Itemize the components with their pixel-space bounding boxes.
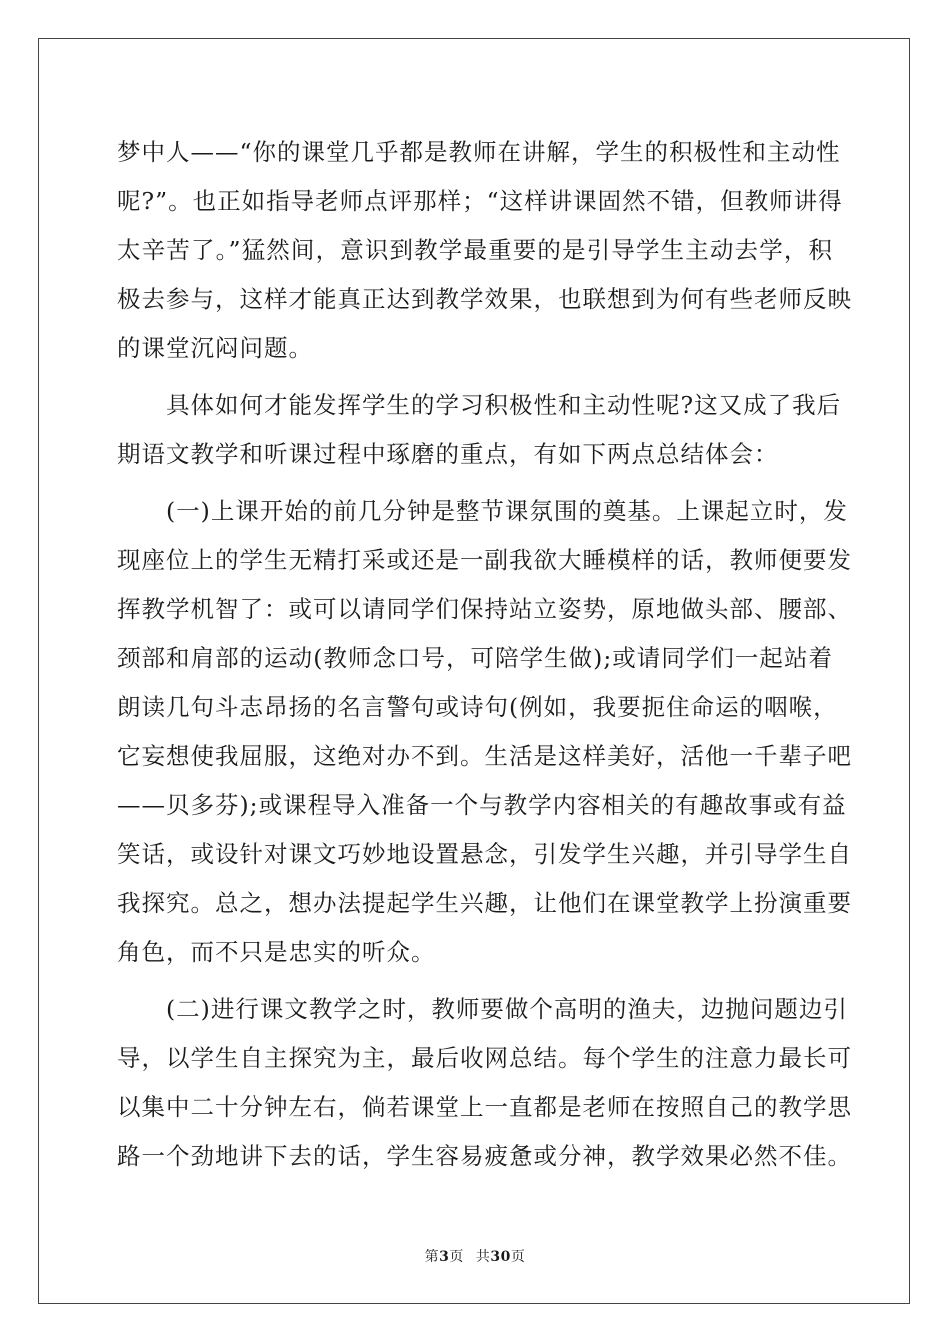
text-line: 导，以学生自主探究为主，最后收网总结。每个学生的注意力最长可	[117, 1044, 852, 1072]
text-line: 呢?”。也正如指导老师点评那样；“这样讲课固然不错，但教师讲得	[117, 187, 843, 215]
text-line: 挥教学机智了：或可以请同学们保持站立姿势，原地做头部、腰部、	[117, 595, 852, 623]
page-footer	[0, 1246, 950, 1266]
text-line: 它妄想使我屈服，这绝对办不到。生活是这样美好，活他一千辈子吧	[117, 742, 852, 770]
paragraph	[117, 487, 852, 977]
total-suffix: 页	[510, 1249, 526, 1265]
page-suffix: 页	[449, 1249, 464, 1265]
text-line: 角色，而不只是忠实的听众。	[117, 938, 436, 966]
text-line: 我探究。总之，想办法提起学生兴趣，让他们在课堂教学上扮演重要	[117, 889, 852, 917]
text-line: 路一个劲地讲下去的话，学生容易疲惫或分神，教学效果必然不佳。	[117, 1142, 852, 1170]
text-line: 梦中人——“你的课堂几乎都是教师在讲解，学生的积极性和主动性	[117, 138, 841, 166]
total-prefix: 共	[475, 1249, 491, 1265]
paragraph	[117, 381, 842, 479]
text-line: (二)进行课文教学之时，教师要做个高明的渔夫，边抛问题边引	[117, 995, 848, 1023]
text-line: 现座位上的学生无精打采或还是一副我欲大睡模样的话，教师便要发	[117, 546, 852, 574]
text-line: 笑话，或设针对课文巧妙地设置悬念，引发学生兴趣，并引导学生自	[117, 840, 852, 868]
text-line: ——贝多芬);或课程导入准备一个与教学内容相关的有趣故事或有益	[117, 791, 847, 819]
page-prefix: 第	[424, 1249, 440, 1265]
paragraph	[117, 985, 852, 1181]
text-line: 具体如何才能发挥学生的学习积极性和主动性呢?这又成了我后	[117, 391, 842, 419]
text-line: 颈部和肩部的运动(教师念口号，可陪学生做);或请同学们一起站着	[117, 644, 833, 672]
document-body	[117, 128, 852, 1181]
text-line: (一)上课开始的前几分钟是整节课氛围的奠基。上课起立时，发	[117, 497, 848, 525]
paragraph	[117, 128, 852, 373]
text-line: 期语文教学和听课过程中琢磨的重点，有如下两点总结体会：	[117, 440, 779, 468]
page-number: 3	[439, 1249, 450, 1265]
text-line: 以集中二十分钟左右，倘若课堂上一直都是老师在按照自己的教学思	[117, 1093, 852, 1121]
text-line: 太辛苦了。”猛然间，意识到教学最重要的是引导学生主动去学，积	[117, 236, 833, 264]
total-pages: 30	[490, 1249, 511, 1265]
text-line: 的课堂沉闷问题。	[117, 334, 313, 362]
text-line: 朗读几句斗志昂扬的名言警句或诗句(例如，我要扼住命运的咽喉，	[117, 693, 838, 721]
text-line: 极去参与，这样才能真正达到教学效果，也联想到为何有些老师反映	[117, 285, 852, 313]
